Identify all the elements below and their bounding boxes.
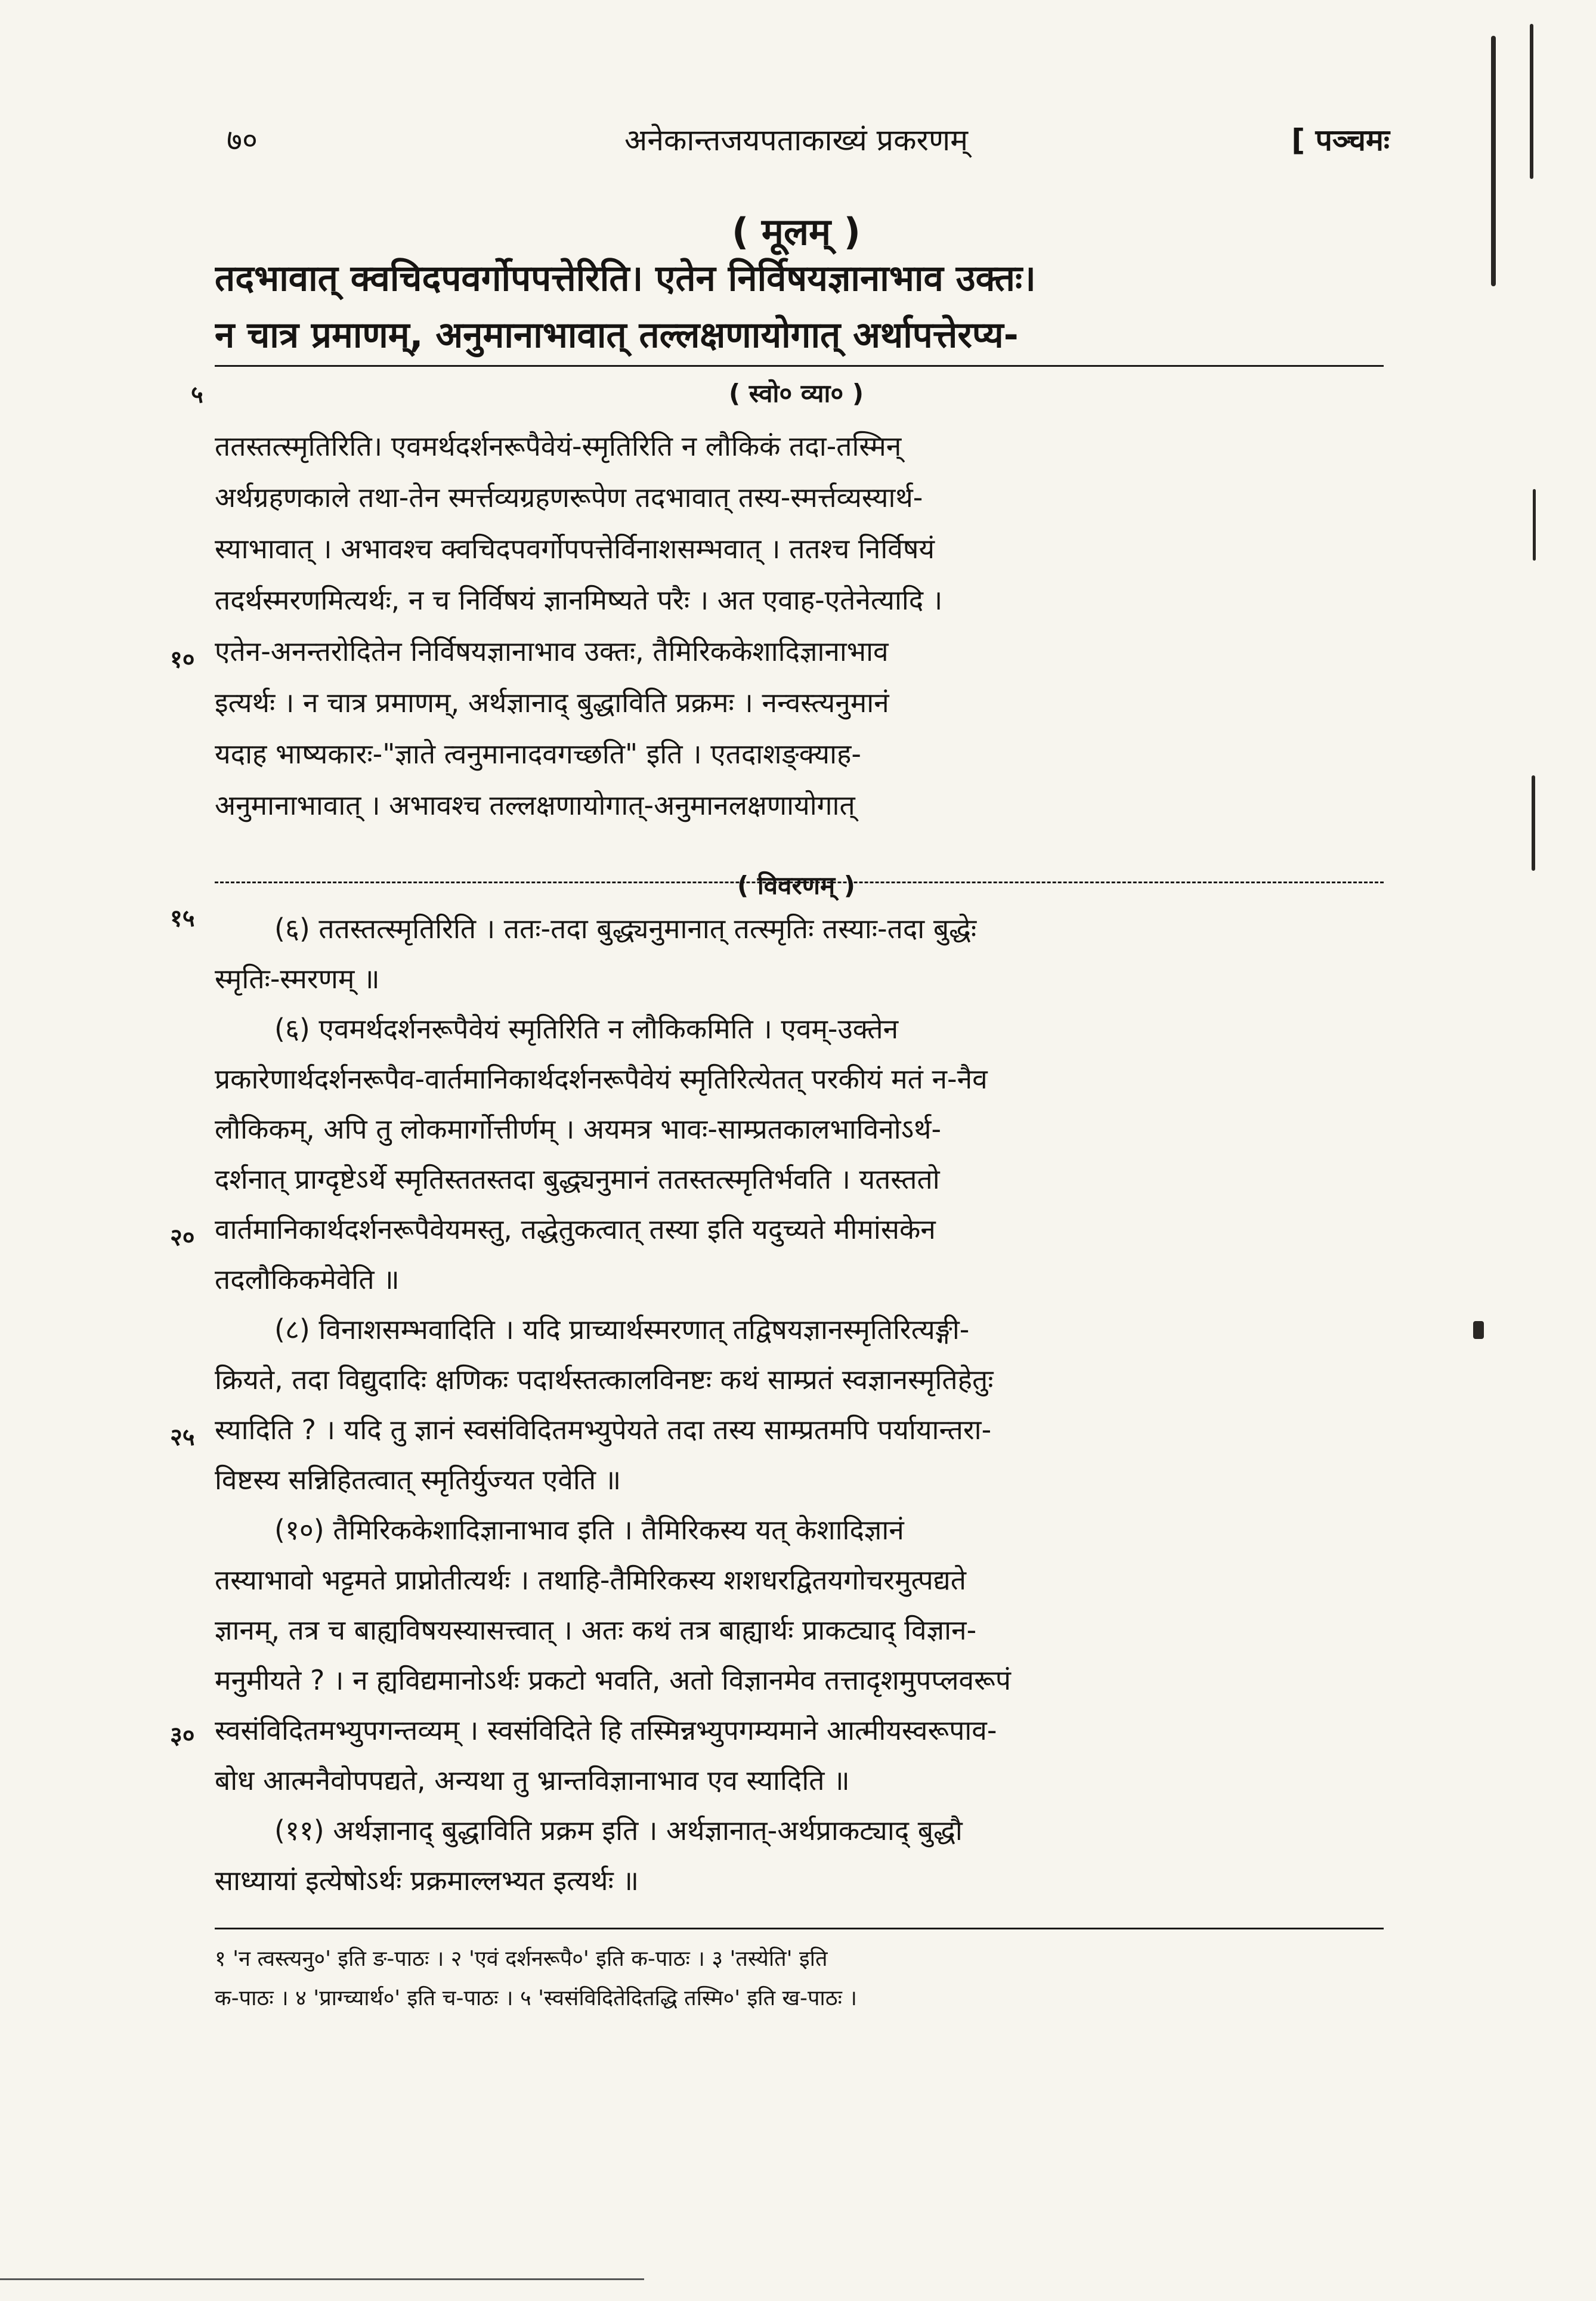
vivaranam-line: बोध आत्मनैवोपपद्यते, अन्यथा तु भ्रान्तविज्ञानाभाव एव स्यादिति ॥ <box>215 1764 850 1796</box>
line-number-30: ३० <box>170 1722 195 1749</box>
mulam-line: तदभावात् क्वचिदपवर्गोपपत्तेरिति। एतेन निर्विषयज्ञानाभाव उक्तः। <box>215 258 1036 299</box>
line-number-20: २० <box>170 1224 195 1251</box>
vivaranam-line: (८) विनाशसम्भवादिति । यदि प्राच्यार्थस्मरणात् तद्विषयज्ञानस्मृतिरित्यङ्गी- <box>274 1313 970 1346</box>
scan-mark <box>1532 775 1535 871</box>
mulam-underline <box>215 365 1384 367</box>
vivaranam-line: तदलौकिकमेवेति ॥ <box>215 1263 400 1295</box>
line-number-5: ५ <box>191 381 203 409</box>
vivaranam-line: स्मृतिः-स्मरणम् ॥ <box>215 963 380 995</box>
chapter-label: [ पञ्चमः <box>1291 123 1390 157</box>
mulam-line: न चात्र प्रमाणम्, अनुमानाभावात् तल्लक्षणायोगात् अर्थापत्तेरप्य- <box>215 314 1019 356</box>
vyakhya-line: इत्यर्थः । न चात्र प्रमाणम्, अर्थज्ञानाद् बुद्धाविति प्रक्रमः । नन्वस्त्यनुमानं <box>215 686 889 719</box>
vivaranam-line: साध्यायां इत्येषोऽर्थः प्रक्रमाल्लभ्यत इत्यर्थः ॥ <box>215 1864 639 1897</box>
vyakhya-line: ततस्तत्स्मृतिरिति। एवमर्थदर्शनरूपैवेयं-स्मृतिरिति न लौकिकं तदा-तस्मिन् <box>215 430 902 462</box>
vivaranam-line: क्रियते, तदा विद्युदादिः क्षणिकः पदार्थस्तत्कालविनष्टः कथं साम्प्रतं स्वज्ञानस्मृतिहेतुः <box>215 1363 994 1396</box>
vivaranam-line: ज्ञानम्, तत्र च बाह्यविषयस्यासत्त्वात् । अतः कथं तत्र बाह्यार्थः प्राकट्याद् विज्ञान- <box>215 1614 977 1646</box>
scan-mark <box>1530 24 1533 179</box>
footnote-line: १ 'न त्वस्त्यनु०' इति ङ-पाठः । २ 'एवं दर्शनरूपै०' इति क-पाठः । ३ 'तस्येति' इति <box>215 1947 828 1971</box>
vyakhya-line: एतेन-अनन्तरोदितेन निर्विषयज्ञानाभाव उक्तः, तैमिरिककेशादिज्ञानाभाव <box>215 635 889 667</box>
vivaranam-line: (६) ततस्तत्स्मृतिरिति । ततः-तदा बुद्ध्यनुमानात् तत्स्मृतिः तस्याः-तदा बुद्धेः <box>274 913 977 945</box>
vyakhya-line: यदाह भाष्यकारः-"ज्ञाते त्वनुमानादवगच्छति" इति । एतदाशङ्क्याह- <box>215 738 862 770</box>
vivaranam-line: प्रकारेणार्थदर्शनरूपैव-वार्तमानिकार्थदर्शनरूपैवेयं स्मृतिरित्येतत् परकीयं मतं न-नैव <box>215 1063 988 1095</box>
vivaranam-line: तस्याभावो भट्टमते प्राप्नोतीत्यर्थः । तथाहि-तैमिरिकस्य शशधरद्वितयगोचरमुत्पद्यते <box>215 1564 966 1596</box>
vivaranam-line: मनुमीयते ? । न ह्यविद्यमानोऽर्थः प्रकटो भवति, अतो विज्ञानमेव तत्तादृशमुपप्लवरूपं <box>215 1664 1011 1696</box>
vivaranam-line: (६) एवमर्थदर्शनरूपैवेयं स्मृतिरिति न लौकिकमिति । एवम्-उक्तेन <box>274 1013 899 1045</box>
page-number: ७० <box>227 123 258 157</box>
book-title: अनेकान्तजयपताकाख्यं प्रकरणम् <box>624 123 968 157</box>
vivaranam-line: स्यादिति ? । यदि तु ज्ञानं स्वसंविदितमभ्युपेयते तदा तस्य साम्प्रतमपि पर्यायान्तरा- <box>215 1414 992 1446</box>
scan-mark <box>1473 1321 1484 1339</box>
vivaranam-text <box>215 904 1390 1906</box>
vivaranam-line: (१०) तैमिरिककेशादिज्ञानाभाव इति । तैमिरिकस्य यत् केशादिज्ञानं <box>274 1514 904 1546</box>
line-number-25: २५ <box>170 1424 195 1451</box>
vyakhya-heading: ( स्वो० व्या० ) <box>728 379 864 408</box>
footnote-rule <box>215 1928 1384 1929</box>
vivaranam-line: दर्शनात् प्राग्दृष्टेऽर्थे स्मृतिस्ततस्तदा बुद्ध्यनुमानं ततस्तत्स्मृतिर्भवति । यतस्ततो <box>215 1163 940 1195</box>
vivaranam-line: लौकिकम्, अपि तु लोकमार्गोत्तीर्णम् । अयमत्र भावः-साम्प्रतकालभाविनोऽर्थ- <box>215 1113 942 1145</box>
page-header <box>203 113 1390 167</box>
scan-mark <box>1533 489 1536 561</box>
scan-edge <box>0 2278 644 2280</box>
vivaranam-line: वार्तमानिकार्थदर्शनरूपैवेयमस्तु, तद्धेतुकत्वात् तस्या इति यदुच्यते मीमांसकेन <box>215 1213 936 1245</box>
vivaranam-heading: ( विवरणम् ) <box>737 871 855 900</box>
footnotes <box>215 1940 1390 2018</box>
vyakhya-line: स्याभावात् । अभावश्च क्वचिदपवर्गोपपत्तेर्विनाशसम्भवात् । ततश्च निर्विषयं <box>215 533 935 565</box>
footnote-line: क-पाठः । ४ 'प्राग्च्यार्थ०' इति च-पाठः । ५ 'स्वसंविदितेदितद्धि तस्मि०' इति ख-पाठः । <box>215 1986 858 2011</box>
scan-mark <box>1491 36 1496 286</box>
mulam-text <box>215 250 1390 364</box>
vyakhya-line: तदर्थस्मरणमित्यर्थः, न च निर्विषयं ज्ञानमिष्यते परैः । अत एवाह-एतेनेत्यादि । <box>215 584 943 616</box>
vyakhya-line: अनुमानाभावात् । अभावश्च तल्लक्षणायोगात्-अनुमानलक्षणायोगात् <box>215 789 855 821</box>
mulam-heading: ( मूलम् ) <box>731 210 861 253</box>
vivaranam-line: स्वसंविदितमभ्युपगन्तव्यम् । स्वसंविदिते हि तस्मिन्नभ्युपगम्यमाने आत्मीयस्वरूपाव- <box>215 1714 997 1746</box>
vyakhya-text <box>215 420 1390 831</box>
vyakhya-line: अर्थग्रहणकाले तथा-तेन स्मर्त्तव्यग्रहणरूपेण तदभावात् तस्य-स्मर्त्तव्यस्यार्थ- <box>215 481 923 514</box>
vivaranam-line: विष्टस्य सन्निहितत्वात् स्मृतिर्युज्यत एवेति ॥ <box>215 1464 621 1496</box>
vivaranam-line: (११) अर्थज्ञानाद् बुद्धाविति प्रक्रम इति । अर्थज्ञानात्-अर्थप्राकट्याद् बुद्धौ <box>274 1814 963 1847</box>
line-number-15: १५ <box>170 905 195 932</box>
line-number-10: १० <box>170 646 195 673</box>
